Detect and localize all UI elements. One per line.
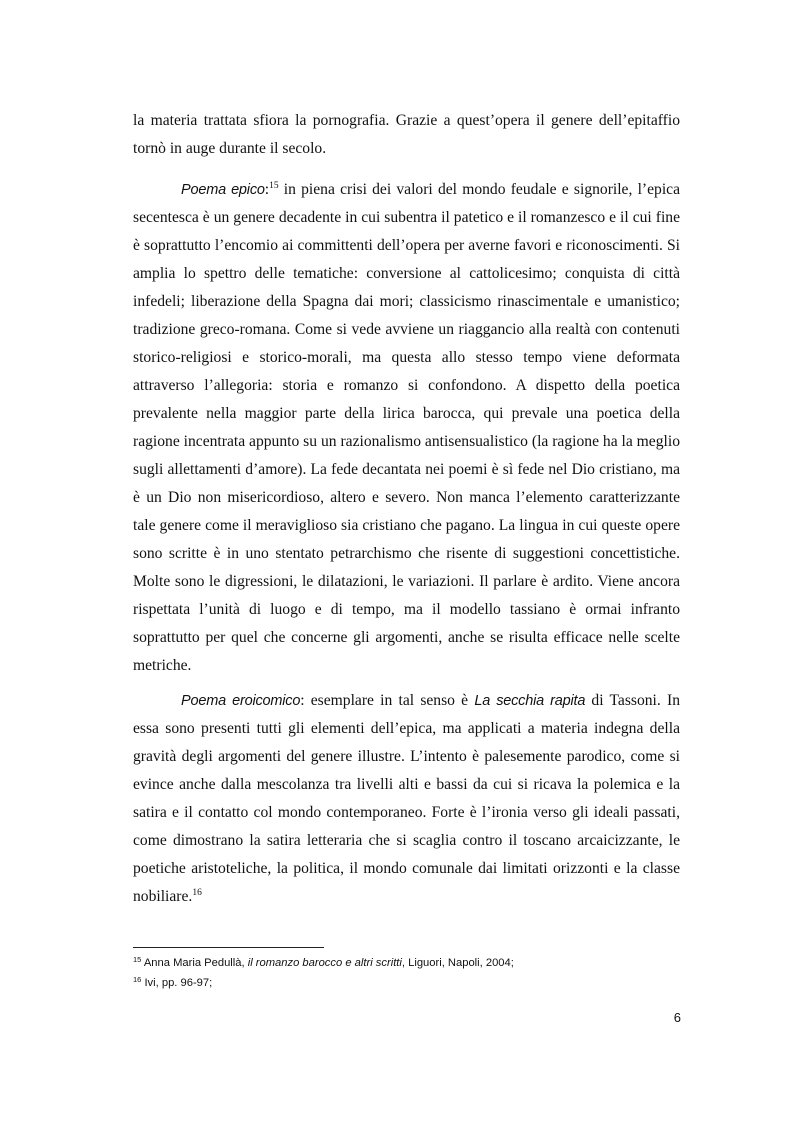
footnote-16-text: Ivi, pp. 96-97; (144, 977, 213, 989)
footnote-separator (133, 947, 324, 948)
footnotes (133, 953, 680, 993)
work-title-secchia-rapita: La secchia rapita (474, 693, 586, 709)
paragraph-poema-eroicomico (133, 687, 680, 911)
poema-eroicomico-text-before: : esemplare in tal senso è (300, 692, 475, 709)
footnote-15-number: 15 (133, 955, 142, 964)
footnote-ref-16[interactable]: 16 (192, 888, 202, 898)
footnote-15-title: il romanzo barocco e altri scritti (247, 957, 402, 969)
body-text-eroicomico (133, 687, 680, 911)
footnote-16-number: 16 (133, 975, 142, 984)
poema-eroicomico-heading: Poema eroicomico (181, 693, 301, 709)
continued-paragraph (133, 107, 680, 163)
footnote-15-author: Anna Maria Pedullà, (143, 957, 248, 969)
body-text-epico (133, 176, 680, 680)
footnote-ref-15[interactable]: 15 (269, 181, 279, 191)
footnote-16 (133, 973, 680, 993)
paragraph-poema-epico (133, 176, 680, 680)
continued-paragraph-text: la materia trattata sfiora la pornografia. Grazie a quest’opera il genere dell’epitaffio tornò in auge durante il secolo. (133, 112, 680, 157)
body-text (133, 107, 680, 163)
footnote-15-rest: , Liguori, Napoli, 2004; (401, 957, 514, 969)
poema-epico-text: in piena crisi dei valori del mondo feudale e signorile, l’epica secentesca è un genere decadente in cui subentra il patetico e il romanzesco e il cui fine è soprattutto l’encomio ai committenti dell’opera per averne favori e riconoscimenti. Si amplia lo spettro delle tematiche: conversione al cattolicesimo; conquista di città infedeli; liberazione della Spagna dai mori; classicismo rinascimentale e umanistico; tradizione greco-romana. Come si vede avviene un riaggancio alla realtà con contenuti storico-religiosi e storico-morali, ma questa allo stesso tempo viene deformata attraverso l’allegoria: storia e romanzo si confondono. A dispetto della poetica prevalente nella maggior parte della lirica barocca, qui prevale una poetica della ragione incentrata appunto su un razionalismo antisensualistico (la ragione ha la meglio sugli allettamenti d’amore). La fede decantata nei poemi è sì fede nel Dio cristiano, ma è un Dio non misericordioso, altero e severo. Non manca l’elemento caratterizzante tale genere come il meraviglioso sia cristiano che pagano. La lingua in cui queste opere sono scritte è in uno stentato petrarchismo che risente di suggestioni concettistiche. Molte sono le digressioni, le dilatazioni, le variazioni. Il parlare è ardito. Viene ancora rispettata l’unità di luogo e di tempo, ma il modello tassiano è ormai infranto soprattutto per quel che concerne gli argomenti, anche se risulta efficace nelle scelte metriche. (133, 181, 680, 674)
page-number: 6 (673, 1010, 681, 1025)
poema-eroicomico-text-after: di Tassoni. In essa sono presenti tutti gli elementi dell’epica, ma applicati a materia indegna della gravità degli argomenti del genere illustre. L’intento è palesemente parodico, come si evince anche dalla mescolanza tra livelli alti e bassi da cui si ricava la polemica e la satira e il contatto col mondo contemporaneo. Forte è l’ironia verso gli ideali passati, come dimostrano la satira letteraria che si scaglia contro il toscano arcaicizzante, le poetiche aristoteliche, la politica, il mondo comunale dai limitati orizzonti e la classe nobiliare. (133, 692, 680, 905)
poema-epico-colon: : (264, 181, 270, 198)
footnote-15 (133, 953, 680, 973)
poema-epico-heading: Poema epico (181, 182, 265, 198)
